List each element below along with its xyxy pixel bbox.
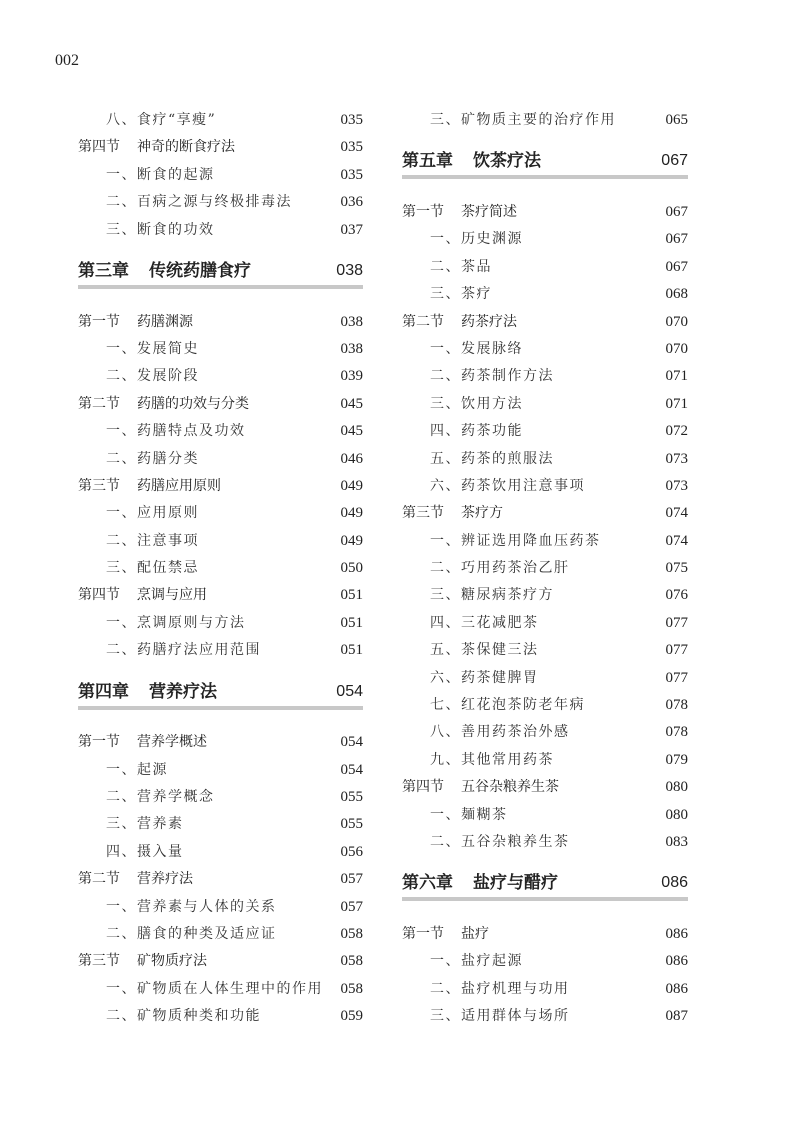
toc-item-entry[interactable] <box>402 582 688 609</box>
item-title: 三、矿物质主要的治疗作用 <box>430 112 616 128</box>
item-page-number: 086 <box>665 953 688 970</box>
item-page-number: 074 <box>665 532 688 549</box>
toc-item-entry[interactable] <box>402 637 688 664</box>
section-title: 茶疗方 <box>461 505 503 522</box>
item-title: 三、茶疗 <box>430 286 492 303</box>
toc-left-column <box>78 107 363 1031</box>
item-page-number: 056 <box>340 843 363 860</box>
item-title: 七、红花泡茶防老年病 <box>430 697 585 714</box>
section-title: 药膳的功效与分类 <box>137 395 249 412</box>
toc-item-entry[interactable] <box>402 610 688 637</box>
item-title: 三、适用群体与场所 <box>430 1008 570 1025</box>
section-title: 药膳渊源 <box>137 313 193 330</box>
item-page-number: 079 <box>665 751 688 768</box>
toc-section-entry[interactable] <box>78 582 363 609</box>
item-title: 一、辨证选用降血压药茶 <box>430 532 601 549</box>
item-page-number: 055 <box>340 816 363 833</box>
section-page-number: 038 <box>340 313 363 330</box>
section-label: 第二节 <box>78 871 120 888</box>
item-page-number: 035 <box>340 112 363 128</box>
section-page-number: 057 <box>340 871 363 888</box>
item-page-number: 071 <box>665 395 688 412</box>
item-page-number: 080 <box>665 806 688 823</box>
toc-item-entry[interactable] <box>402 418 688 445</box>
toc-chapter-heading[interactable] <box>78 244 363 309</box>
item-title: 八、善用药茶治外感 <box>430 724 570 741</box>
item-title: 二、五谷杂粮养生茶 <box>430 833 570 850</box>
toc-item-entry[interactable] <box>78 784 363 811</box>
item-page-number: 087 <box>665 1008 688 1025</box>
section-label: 第四节 <box>78 139 120 156</box>
item-page-number: 073 <box>665 450 688 467</box>
item-page-number: 077 <box>665 669 688 686</box>
item-page-number: 078 <box>665 724 688 741</box>
chapter-underline-divider <box>78 285 363 289</box>
toc-item-entry[interactable] <box>402 363 688 390</box>
item-page-number: 070 <box>665 340 688 357</box>
item-title: 二、药膳疗法应用范围 <box>106 642 261 659</box>
toc-item-entry[interactable] <box>402 948 688 975</box>
item-page-number: 083 <box>665 833 688 850</box>
toc-section-entry[interactable] <box>78 948 363 975</box>
section-page-number: 074 <box>665 505 688 522</box>
toc-item-entry[interactable] <box>78 418 363 445</box>
toc-item-entry[interactable] <box>78 921 363 948</box>
toc-right-column <box>402 107 688 1031</box>
item-title: 六、药茶健脾胃 <box>430 669 539 686</box>
item-page-number: 075 <box>665 560 688 577</box>
section-page-number: 051 <box>340 587 363 604</box>
item-page-number: 058 <box>340 980 363 997</box>
item-title: 三、营养素 <box>106 816 184 833</box>
chapter-page-number: 067 <box>661 152 688 170</box>
section-label: 第三节 <box>78 953 120 970</box>
toc-section-entry[interactable] <box>402 921 688 948</box>
section-label: 第一节 <box>402 203 444 220</box>
chapter-page-number: 038 <box>336 261 363 279</box>
item-page-number: 059 <box>340 1008 363 1025</box>
section-page-number: 086 <box>665 925 688 942</box>
toc-item-entry[interactable] <box>402 281 688 308</box>
item-page-number: 072 <box>665 423 688 440</box>
toc-item-entry[interactable] <box>78 839 363 866</box>
section-title: 药茶疗法 <box>461 313 517 330</box>
item-title: 二、营养学概念 <box>106 789 215 805</box>
toc-item-entry[interactable] <box>78 1003 363 1030</box>
item-title: 九、其他常用药茶 <box>430 751 554 768</box>
item-title: 二、百病之源与终极排毒法 <box>106 194 292 211</box>
item-page-number: 054 <box>340 761 363 778</box>
section-label: 第二节 <box>78 395 120 412</box>
item-page-number: 065 <box>665 112 688 128</box>
section-page-number: 049 <box>340 477 363 494</box>
item-title: 五、茶保健三法 <box>430 642 539 659</box>
item-title: 四、三花减肥茶 <box>430 614 539 631</box>
item-page-number: 050 <box>340 560 363 577</box>
item-page-number: 039 <box>340 368 363 385</box>
chapter-label: 第六章 <box>402 873 453 893</box>
chapter-page-number: 054 <box>336 682 363 700</box>
item-title: 一、营养素与人体的关系 <box>106 898 277 915</box>
item-page-number: 038 <box>340 340 363 357</box>
item-page-number: 077 <box>665 614 688 631</box>
item-title: 二、药膳分类 <box>106 450 199 467</box>
chapter-title-text <box>402 872 558 894</box>
toc-item-entry[interactable] <box>78 500 363 527</box>
toc-item-entry[interactable] <box>78 446 363 473</box>
chapter-title-text <box>78 260 251 282</box>
item-title: 二、膳食的种类及适应证 <box>106 925 277 942</box>
toc-section-entry[interactable] <box>402 774 688 801</box>
chapter-title: 盐疗与醋疗 <box>473 873 558 893</box>
toc-item-entry[interactable] <box>78 217 363 244</box>
item-title: 二、发展阶段 <box>106 368 199 385</box>
chapter-title-text <box>78 681 217 703</box>
section-label: 第四节 <box>78 587 120 604</box>
toc-item-entry[interactable] <box>402 107 688 134</box>
item-page-number: 067 <box>665 258 688 275</box>
toc-section-entry[interactable] <box>78 866 363 893</box>
section-page-number: 035 <box>340 139 363 156</box>
section-page-number: 054 <box>340 734 363 751</box>
item-title: 二、盐疗机理与功用 <box>430 980 570 997</box>
toc-item-entry[interactable] <box>78 528 363 555</box>
item-title: 二、药茶制作方法 <box>430 368 554 385</box>
item-title: 三、糖尿病茶疗方 <box>430 587 554 604</box>
toc-item-entry[interactable] <box>402 665 688 692</box>
toc-item-entry[interactable] <box>78 811 363 838</box>
section-title: 烹调与应用 <box>137 587 207 604</box>
item-page-number: 067 <box>665 231 688 248</box>
item-title: 一、麺糊茶 <box>430 806 508 823</box>
page-number: 002 <box>55 52 79 69</box>
toc-item-entry[interactable] <box>402 829 688 856</box>
item-title: 一、药膳特点及功效 <box>106 423 246 440</box>
toc-section-entry[interactable] <box>78 309 363 336</box>
toc-item-entry[interactable] <box>78 336 363 363</box>
toc-chapter-heading[interactable] <box>78 665 363 730</box>
item-page-number: 036 <box>340 194 363 211</box>
item-title: 一、矿物质在人体生理中的作用 <box>106 980 323 997</box>
toc-item-entry[interactable] <box>402 555 688 582</box>
toc-item-entry[interactable] <box>402 254 688 281</box>
toc-item-entry[interactable] <box>402 976 688 1003</box>
toc-chapter-heading[interactable] <box>402 134 688 199</box>
toc-item-entry[interactable] <box>78 189 363 216</box>
item-title: 二、巧用药茶治乙肝 <box>430 560 570 577</box>
chapter-label: 第三章 <box>78 260 129 280</box>
item-page-number: 055 <box>340 789 363 805</box>
section-title: 矿物质疗法 <box>137 953 207 970</box>
toc-item-entry[interactable] <box>402 747 688 774</box>
toc-item-entry[interactable] <box>78 894 363 921</box>
item-page-number: 035 <box>340 166 363 183</box>
toc-item-entry[interactable] <box>402 391 688 418</box>
item-title: 一、应用原则 <box>106 505 199 522</box>
item-title: 二、注意事项 <box>106 532 199 549</box>
chapter-underline-divider <box>402 175 688 179</box>
item-page-number: 058 <box>340 925 363 942</box>
section-title: 盐疗 <box>461 925 489 942</box>
toc-section-entry[interactable] <box>78 729 363 756</box>
section-label: 第一节 <box>78 313 120 330</box>
toc-item-entry[interactable] <box>402 1003 688 1030</box>
toc-item-entry[interactable] <box>402 719 688 746</box>
item-page-number: 049 <box>340 505 363 522</box>
section-title: 茶疗简述 <box>461 203 517 220</box>
chapter-title: 传统药膳食疗 <box>149 260 251 280</box>
toc-item-entry[interactable] <box>78 162 363 189</box>
chapter-label: 第四章 <box>78 681 129 701</box>
chapter-page-number: 086 <box>661 874 688 892</box>
item-title: 一、起源 <box>106 761 168 778</box>
chapter-underline-divider <box>402 897 688 901</box>
item-title: 四、药茶功能 <box>430 423 523 440</box>
item-page-number: 086 <box>665 980 688 997</box>
section-label: 第一节 <box>402 925 444 942</box>
item-page-number: 073 <box>665 477 688 494</box>
section-label: 第四节 <box>402 779 444 796</box>
section-label: 第二节 <box>402 313 444 330</box>
toc-item-entry[interactable] <box>78 107 363 134</box>
toc-item-entry[interactable] <box>78 637 363 664</box>
section-page-number: 070 <box>665 313 688 330</box>
toc-chapter-heading[interactable] <box>402 856 688 921</box>
chapter-title: 饮茶疗法 <box>473 151 541 171</box>
toc-section-entry[interactable] <box>78 391 363 418</box>
section-title: 五谷杂粮养生茶 <box>461 779 559 796</box>
section-title: 营养疗法 <box>137 871 193 888</box>
item-page-number: 078 <box>665 697 688 714</box>
section-label: 第三节 <box>402 505 444 522</box>
toc-section-entry[interactable] <box>402 309 688 336</box>
toc-item-entry[interactable] <box>402 446 688 473</box>
toc-section-entry[interactable] <box>402 500 688 527</box>
chapter-title-text <box>402 150 541 172</box>
item-title: 一、盐疗起源 <box>430 953 523 970</box>
item-title: 二、矿物质种类和功能 <box>106 1008 261 1025</box>
toc-item-entry[interactable] <box>78 555 363 582</box>
section-page-number: 045 <box>340 395 363 412</box>
item-title: 五、药茶的煎服法 <box>430 450 554 467</box>
chapter-label: 第五章 <box>402 151 453 171</box>
item-page-number: 046 <box>340 450 363 467</box>
section-title: 神奇的断食疗法 <box>137 139 235 156</box>
item-page-number: 037 <box>340 221 363 238</box>
toc-section-entry[interactable] <box>78 134 363 161</box>
section-label: 第三节 <box>78 477 120 494</box>
item-page-number: 068 <box>665 286 688 303</box>
item-title: 四、摄入量 <box>106 843 184 860</box>
toc-item-entry[interactable] <box>402 528 688 555</box>
item-page-number: 051 <box>340 642 363 659</box>
item-page-number: 049 <box>340 532 363 549</box>
item-title: 六、药茶饮用注意事项 <box>430 477 585 494</box>
item-title: 一、断食的起源 <box>106 166 215 183</box>
item-title: 一、发展脉络 <box>430 340 523 357</box>
toc-item-entry[interactable] <box>402 473 688 500</box>
chapter-underline-divider <box>78 706 363 710</box>
chapter-title: 营养疗法 <box>149 681 217 701</box>
item-page-number: 045 <box>340 423 363 440</box>
item-title: 三、配伍禁忌 <box>106 560 199 577</box>
section-title: 营养学概述 <box>137 734 207 751</box>
item-page-number: 057 <box>340 898 363 915</box>
item-title: 一、发展简史 <box>106 340 199 357</box>
item-title: 八、食疗“享瘦” <box>106 112 217 128</box>
section-page-number: 058 <box>340 953 363 970</box>
section-page-number: 067 <box>665 203 688 220</box>
item-page-number: 071 <box>665 368 688 385</box>
toc-item-entry[interactable] <box>402 336 688 363</box>
item-title: 三、断食的功效 <box>106 221 215 238</box>
toc-item-entry[interactable] <box>78 757 363 784</box>
item-page-number: 051 <box>340 614 363 631</box>
toc-item-entry[interactable] <box>402 226 688 253</box>
toc-item-entry[interactable] <box>78 363 363 390</box>
item-title: 二、茶品 <box>430 258 492 275</box>
toc-section-entry[interactable] <box>78 473 363 500</box>
toc-item-entry[interactable] <box>78 610 363 637</box>
toc-section-entry[interactable] <box>402 199 688 226</box>
toc-item-entry[interactable] <box>402 802 688 829</box>
section-title: 药膳应用原则 <box>137 477 221 494</box>
toc-item-entry[interactable] <box>78 976 363 1003</box>
toc-item-entry[interactable] <box>402 692 688 719</box>
item-title: 一、历史渊源 <box>430 231 523 248</box>
item-page-number: 077 <box>665 642 688 659</box>
item-title: 一、烹调原则与方法 <box>106 614 246 631</box>
item-page-number: 076 <box>665 587 688 604</box>
section-page-number: 080 <box>665 779 688 796</box>
item-title: 三、饮用方法 <box>430 395 523 412</box>
section-label: 第一节 <box>78 734 120 751</box>
